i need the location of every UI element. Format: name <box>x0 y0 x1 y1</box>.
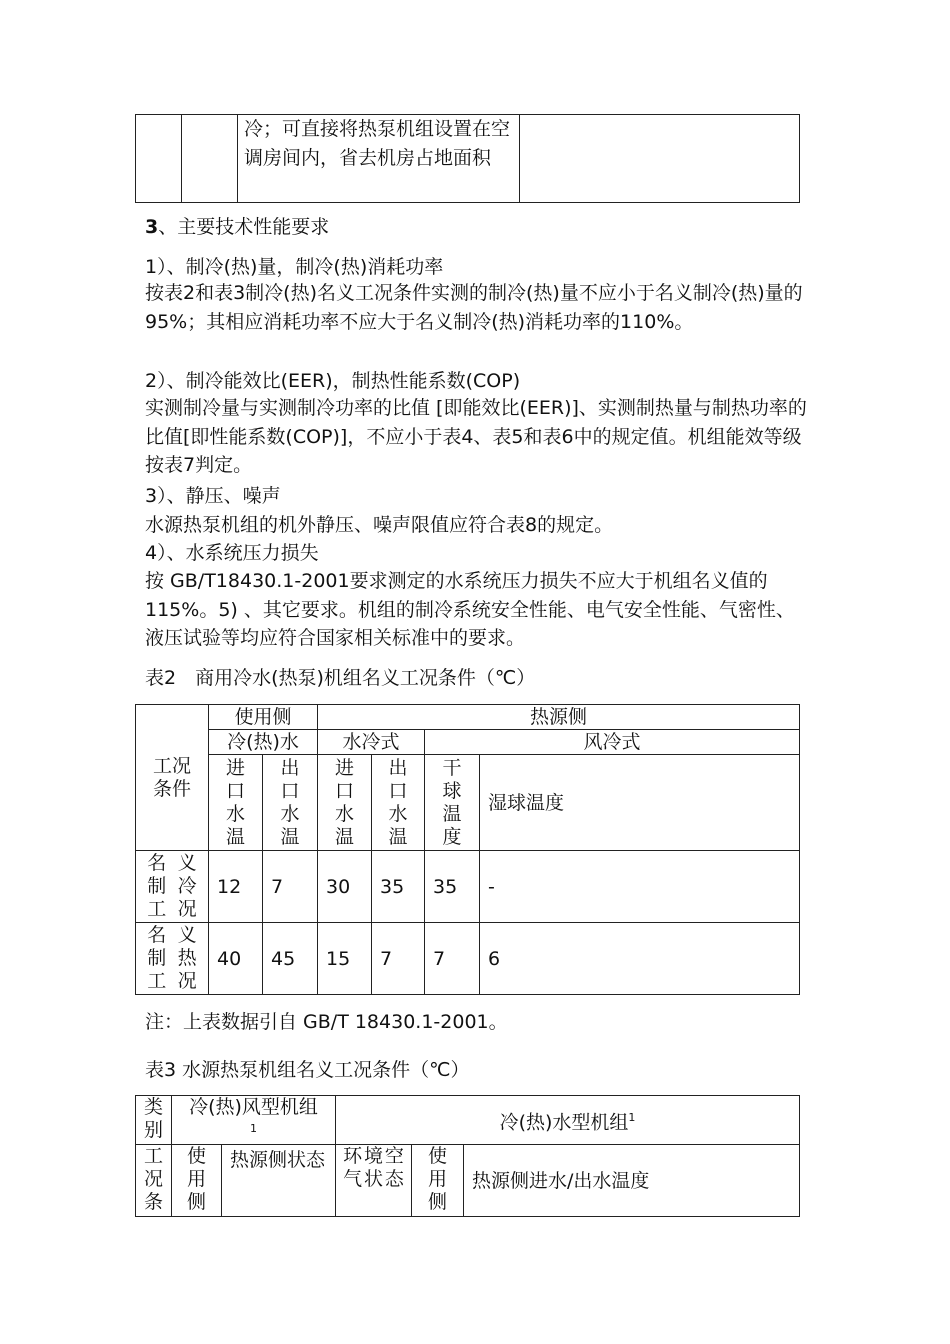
item-3-body: 水源热泵机组的机外静压、噪声限值应符合表8的规定。 <box>145 514 614 536</box>
use-side-header: 使用侧 <box>209 705 318 730</box>
cell: 35 <box>372 851 425 923</box>
table2 <box>135 704 800 995</box>
continuation-table <box>135 114 800 203</box>
cell: 7 <box>263 851 318 923</box>
cell: 7 <box>425 923 480 995</box>
category-header: 类别 <box>136 1096 172 1145</box>
air-unit-header: 冷(热)风型机组 $^1$ <box>172 1096 336 1145</box>
item-2-title: 2）、制冷能效比(EER)，制热性能系数(COP) <box>145 370 521 392</box>
row-header: 工况条件 <box>136 705 209 851</box>
empty-cell <box>520 115 800 203</box>
ambient-header: 环境空气状态 <box>336 1145 412 1217</box>
item-4-body: 按 GB/T18430.1-2001要求测定的水系统压力损失不应大于机组名义值的115%。5) 、其它要求。机组的制冷系统安全性能、电气安全性能、气密性、液压试验等均应符合国家相关标准中的要求。 <box>145 570 795 649</box>
row-label: 名义制冷工况 <box>136 851 209 923</box>
item-2-body: 实测制冷量与实测制冷功率的比值 [即能效比(EER)]、实测制热量与制热功率的比值[即性能系数(COP)]，不应小于表4、表5和表6中的规定值。机组能效等级按表7判定。 <box>145 397 807 476</box>
row-label: 名义制热工况 <box>136 923 209 995</box>
item-1-title: 1）、制冷(热)量，制冷(热)消耗功率 <box>145 256 444 278</box>
outlet-temp-header: 出口水温 <box>372 755 425 851</box>
cell: 6 <box>480 923 800 995</box>
inlet-temp-header: 进口水温 <box>209 755 263 851</box>
use-side-header: 使用侧 <box>172 1145 222 1217</box>
feature-cell <box>238 115 520 203</box>
table2-caption: 表2 商用冷水(热泵)机组名义工况条件（℃） <box>145 667 536 689</box>
cell: 15 <box>318 923 372 995</box>
outlet-temp-header: 出口水温 <box>263 755 318 851</box>
cell: 35 <box>425 851 480 923</box>
water-unit-header: 冷(热)水型机组$^1$ <box>336 1096 800 1145</box>
cell: 7 <box>372 923 425 995</box>
use-side-header-2: 使用侧 <box>412 1145 464 1217</box>
cell: 30 <box>318 851 372 923</box>
condition-header: 工况条 <box>136 1145 172 1217</box>
empty-cell <box>182 115 238 203</box>
heat-source-side-header: 热源侧 <box>318 705 800 730</box>
wet-bulb-header: 湿球温度 <box>480 755 800 851</box>
cell: 40 <box>209 923 263 995</box>
cell: 12 <box>209 851 263 923</box>
cell: 45 <box>263 923 318 995</box>
table-row <box>136 923 800 995</box>
table3 <box>135 1095 800 1217</box>
dry-bulb-header: 干球温度 <box>425 755 480 851</box>
item-1-body: 按表2和表3制冷(热)名义工况条件实测的制冷(热)量不应小于名义制冷(热)量的95%；其相应消耗功率不应大于名义制冷(热)消耗功率的110%。 <box>145 282 803 333</box>
item-3-title: 3）、静压、噪声 <box>145 485 281 507</box>
section-heading: 3、主要技术性能要求 <box>145 216 330 238</box>
inlet-temp-header: 进口水温 <box>318 755 372 851</box>
heat-source-temp-header: 热源侧进水/出水温度 <box>464 1145 800 1217</box>
air-cooled-header: 风冷式 <box>425 730 800 755</box>
heat-source-state-header: 热源侧状态 <box>222 1145 336 1217</box>
water-cooled-header: 水冷式 <box>318 730 425 755</box>
cell: - <box>480 851 800 923</box>
table2-note: 注：上表数据引自 GB/T 18430.1-2001。 <box>145 1011 508 1033</box>
item-4-title: 4）、水系统压力损失 <box>145 542 319 564</box>
feature-text: 冷；可直接将热泵机组设置在空调房间内，省去机房占地面积 <box>244 118 511 169</box>
table3-caption: 表3 水源热泵机组名义工况条件（℃） <box>145 1059 470 1081</box>
empty-cell <box>136 115 182 203</box>
table-row <box>136 851 800 923</box>
chilled-water-header: 冷(热)水 <box>209 730 318 755</box>
